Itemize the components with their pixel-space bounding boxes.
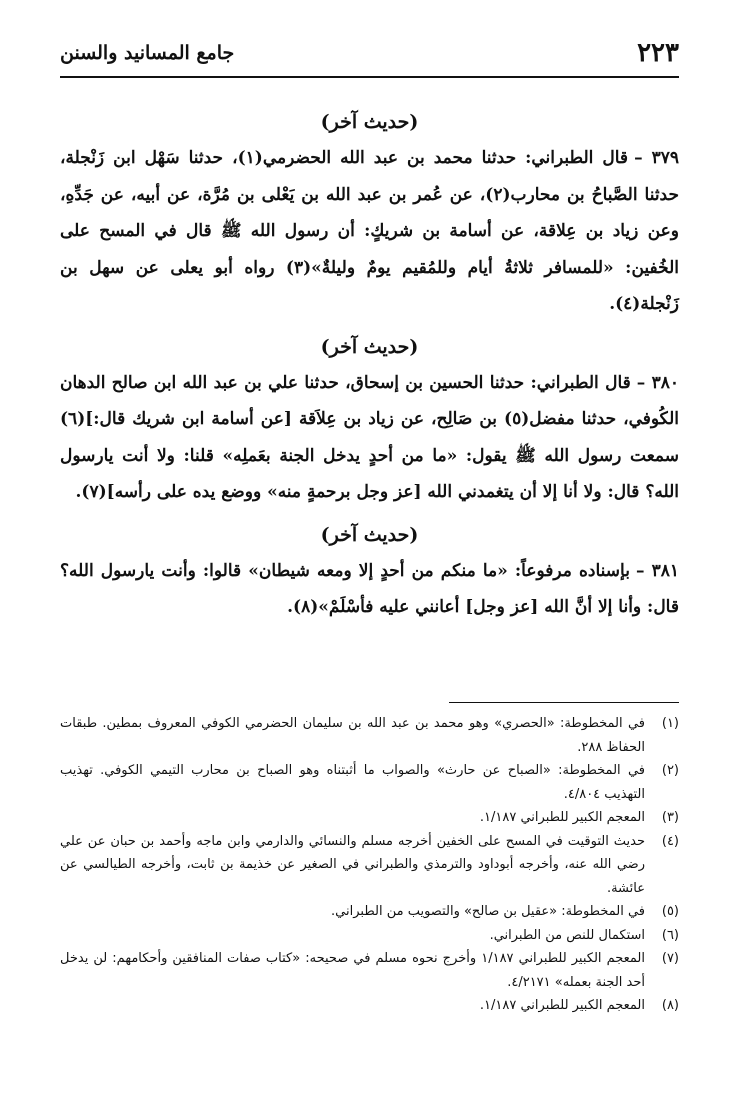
footnote-text: المعجم الكبير للطبراني ١/١٨٧.: [479, 998, 645, 1013]
hadith-number: ٣٨٠ –: [636, 372, 679, 393]
hadith-381: [60, 553, 679, 626]
footnote-text: المعجم الكبير للطبراني ١/١٨٧.: [479, 810, 645, 825]
footnote-number: (٣): [661, 810, 679, 825]
section-heading: (حديث آخر): [320, 111, 419, 133]
page-header: [60, 30, 679, 78]
footnote: [60, 759, 679, 806]
footnote-number: (٦): [661, 927, 679, 943]
footnote: [60, 712, 679, 759]
hadith-text: قال الطبراني: حدثنا محمد بن عبد الله الحضرمي(١)، حدثنا سَهْل ابن زَنْجلة، حدثنا الصَّباحُ بن محارب(٢)، عن عُمر بن عبد الله بن يَعْلى بن مُرَّة، عن أبيه، عن جَدِّهِ، وعن زياد بن عِلاقة، عن أسامة بن شريكٍ: أن رسول الله ﷺ قال في المسح على الخُفين: «للمسافر ثلاثةُ أيام وللمُقيم يومٌ وليلةٌ»(٣) رواه أبو يعلى عن سهل بن زَنْجلة(٤).: [60, 148, 680, 314]
footnote-number: (٥): [661, 904, 679, 919]
footnote-divider: [449, 702, 679, 703]
running-title: جامع المسانيد والسنن: [60, 42, 235, 64]
footnote-text: استكمال للنص من الطبراني.: [489, 927, 645, 943]
hadith-number: ٣٨١ –: [635, 560, 679, 581]
hadith-379: [60, 140, 679, 323]
footnote-text: في المخطوطة: «عقيل بن صالح» والتصويب من الطبراني.: [331, 904, 645, 919]
footnote: [60, 830, 679, 901]
hadith-number: ٣٧٩ –: [634, 148, 680, 168]
footnote-number: (٧): [661, 951, 679, 966]
footnote-text: حديث التوقيت في المسح على الخفين أخرجه مسلم والنسائي والدارمي وابن ماجه وأحمد بن حبان عن علي رضي الله عنه، وأخرجه أبوداود والترمذي والطبراني في الصغير عن خذيمة بن ثابت، وأخرجه الطيالسي عن عائشة.: [60, 833, 645, 896]
footnotes: [60, 712, 679, 1018]
footnote: [60, 994, 679, 1018]
main-text: [60, 104, 679, 626]
page-number: ٢٢٣: [637, 38, 679, 68]
footnote: [60, 947, 679, 994]
section-heading: (حديث آخر): [320, 335, 419, 358]
footnote-number: (٤): [661, 833, 679, 849]
footnote-number: (١): [661, 716, 679, 731]
hadith-text: قال الطبراني: حدثنا الحسين بن إسحاق، حدثنا علي بن عبد الله ابن صالح الدهان الكُوفي، حدثنا مفضل(٥) بن صَالِح، عن زياد بن عِلاَقة [عن أسامة ابن شريك قال:](٦) سمعت رسول الله ﷺ يقول: «ما من أحدٍ يدخل الجنة بعَملِه» قلنا: ولا أنت يارسول الله؟ قال: ولا أنا إلا أن يتغمدني الله [عز وجل برحمةٍ منه» ووضع يده على رأسه](٧).: [60, 372, 679, 502]
footnote: [60, 924, 679, 948]
footnote-text: في المخطوطة: «الحصري» وهو محمد بن عبد الله بن سليمان الحضرمي الكوفي المعروف بمطين. طبقات الحفاظ ٢٨٨.: [60, 716, 645, 755]
footnote-number: (٢): [661, 763, 679, 778]
hadith-text: بإسناده مرفوعاً: «ما منكم من أحدٍ إلا ومعه شيطان» قالوا: وأنت يارسول الله؟ قال: وأنا إلا أنَّ الله [عز وجل] أعانني عليه فأسْلَمْ»(٨).: [60, 560, 679, 617]
hadith-380: [60, 365, 679, 511]
footnote-text: في المخطوطة: «الصباح عن حارث» والصواب ما أثبتناه وهو الصباح بن محارب التيمي الكوفي. تهذيب التهذيب ٤/٨٠٤.: [60, 763, 645, 802]
footnote: [60, 900, 679, 924]
footnote-text: المعجم الكبير للطبراني ١/١٨٧ وأخرج نحوه مسلم في صحيحه: «كتاب صفات المنافقين وأحكامهم: لن يدخل أحد الجنة بعمله» ٤/٢١٧١.: [60, 951, 645, 990]
section-heading: (حديث آخر): [320, 523, 419, 546]
footnote-number: (٨): [661, 998, 679, 1013]
footnote: [60, 806, 679, 830]
